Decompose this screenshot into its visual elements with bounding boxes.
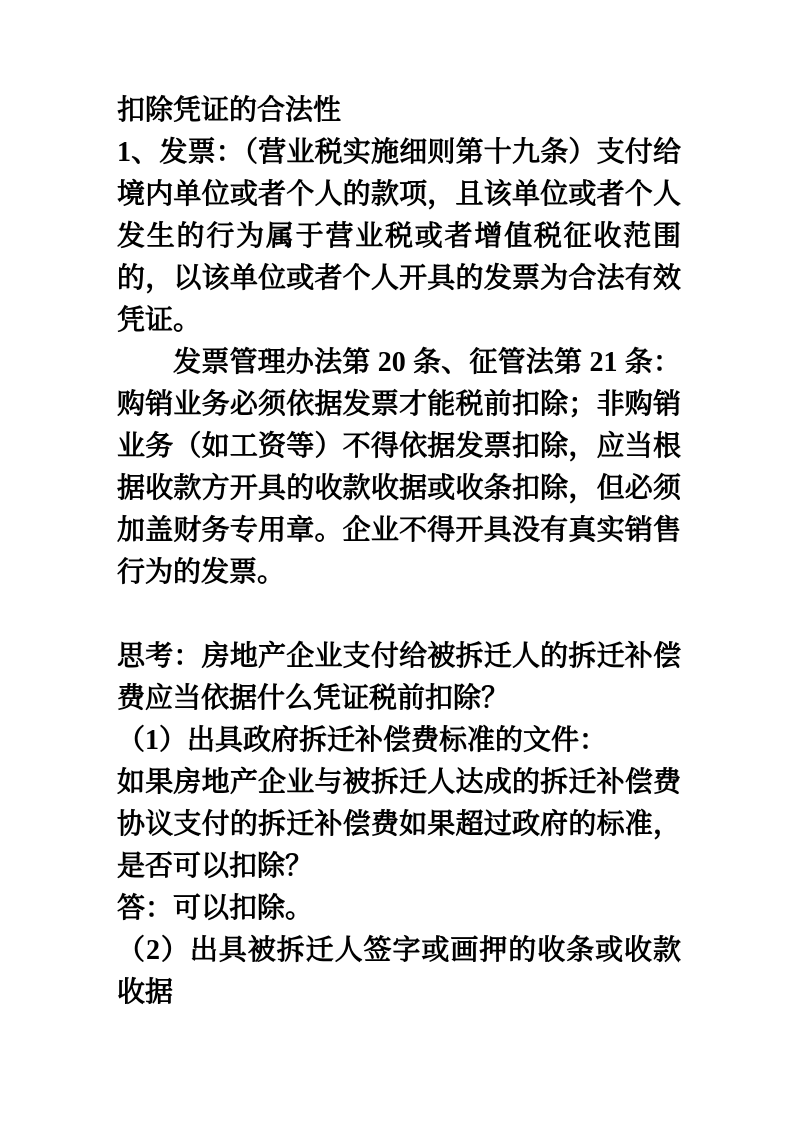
paragraph-item-2: （2）出具被拆迁人签字或画押的收条或收款收据 — [117, 935, 681, 1008]
paragraph-invoice-rule: 1、发票：（营业税实施细则第十九条）支付给境内单位或者个人的款项，且该单位或者个人发生的行为属于营业税或者增值税征收范围的，以该单位或者个人开具的发票为合法有效凭证。 — [117, 137, 681, 336]
paragraph-item-1-detail: 如果房地产企业与被拆迁人达成的拆迁补偿费协议支付的拆迁补偿费如果超过政府的标准，是否可以扣除？ — [117, 767, 681, 882]
document-content — [117, 90, 681, 1014]
paragraph-item-1: （1）出具政府拆迁补偿费标准的文件： — [117, 725, 608, 756]
document-title: 扣除凭证的合法性 — [117, 95, 342, 126]
paragraph-answer: 答：可以扣除。 — [117, 893, 314, 924]
paragraph-invoice-management-law: 发票管理办法第 20 条、征管法第 21 条：购销业务必须依据发票才能税前扣除；非购销业务（如工资等）不得依据发票扣除，应当根据收款方开具的收款收据或收条扣除，但必须加盖财务专用章。企业不得开具没有真实销售行为的发票。 — [117, 347, 681, 588]
paragraph-question: 思考：房地产企业支付给被拆迁人的拆迁补偿费应当依据什么凭证税前扣除？ — [117, 641, 681, 714]
